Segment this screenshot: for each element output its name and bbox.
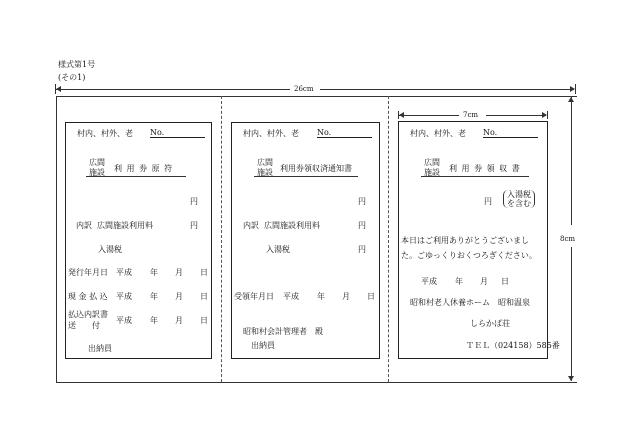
fee-yen: 円	[358, 221, 366, 230]
day-label: 日	[200, 292, 208, 301]
year-label: 年	[150, 292, 158, 301]
title-underline	[254, 176, 358, 177]
cashier-label: 出納員	[88, 344, 112, 353]
month-label: 月	[480, 277, 488, 286]
day-label: 日	[501, 277, 509, 286]
month-label: 月	[175, 292, 183, 301]
year-label: 年	[150, 268, 158, 277]
transfer-label-2: 送 付	[68, 321, 100, 330]
sheet-top-edge	[56, 96, 576, 97]
breakdown-label: 内訳	[243, 221, 259, 230]
title-underline	[86, 176, 186, 177]
lodge-name: しらかば荘	[470, 319, 510, 328]
issue-date-label: 発行年月日	[68, 268, 108, 277]
number-field: No.	[150, 128, 205, 138]
fee-yen: 円	[190, 221, 198, 230]
residency-label: 村内、村外、老	[410, 129, 466, 138]
cashier-label: 出納員	[251, 341, 275, 350]
era-label: 平成	[421, 277, 437, 286]
bath-tax-label: 入湯税	[98, 245, 122, 254]
title-prefix-1: 広間	[257, 158, 273, 167]
thanks-line-1: 本日はご利用ありがとうございまし	[401, 236, 529, 245]
number-field: No.	[317, 128, 372, 138]
notice-title: 利用券領収済通知書	[280, 164, 352, 173]
day-label: 日	[200, 316, 208, 325]
title-prefix-2: 施設	[424, 168, 440, 177]
era-label: 平成	[116, 268, 132, 277]
sheet-left-edge	[56, 96, 57, 382]
year-label: 年	[317, 292, 325, 301]
bath-tax-yen: 円	[358, 245, 366, 254]
title-underline	[421, 176, 529, 177]
day-label: 日	[200, 268, 208, 277]
notice-panel	[231, 122, 380, 359]
title-prefix-1: 広間	[424, 158, 440, 167]
title-prefix-2: 施設	[257, 168, 273, 177]
perforation-line-1	[221, 96, 222, 382]
received-date-label: 受領年月日	[234, 292, 274, 301]
amount-yen: 円	[358, 197, 366, 206]
title-prefix-1: 広間	[89, 158, 105, 167]
manager-label: 昭和村会計管理者 殿	[243, 327, 323, 336]
year-label: 年	[455, 277, 463, 286]
era-label: 平成	[283, 292, 299, 301]
perforation-line-2	[388, 96, 389, 382]
thanks-line-2: た。ごゆっくりおくつろぎください。	[401, 251, 537, 260]
era-label: 平成	[116, 292, 132, 301]
year-label: 年	[150, 316, 158, 325]
fee-label: 広間施設利用料	[97, 221, 153, 230]
month-label: 月	[175, 316, 183, 325]
sheet-bottom-edge	[56, 382, 576, 383]
form-number: 様式第1号	[58, 60, 96, 69]
transfer-label-1: 払込内訳書	[68, 310, 108, 319]
amount-yen: 円	[190, 197, 198, 206]
day-label: 日	[367, 292, 375, 301]
cash-payment-label: 現 金 払 込	[68, 292, 108, 301]
residency-label: 村内、村外、老	[243, 129, 299, 138]
title-prefix-2: 施設	[89, 168, 105, 177]
month-label: 月	[175, 268, 183, 277]
fee-label: 広間施設利用料	[264, 221, 320, 230]
facility-name: 昭和村老人休養ホーム 昭和温泉	[410, 298, 530, 307]
breakdown-label: 内訳	[76, 221, 92, 230]
number-field: No.	[483, 128, 538, 138]
stub-title: 利 用 券 原 符	[114, 164, 174, 173]
telephone: ＴＥＬ（024158）585番	[466, 341, 560, 350]
month-label: 月	[342, 292, 350, 301]
form-subtitle: (その1)	[58, 73, 86, 82]
era-label: 平成	[116, 316, 132, 325]
residency-label: 村内、村外、老	[77, 129, 133, 138]
bath-tax-label: 入湯税	[266, 245, 290, 254]
amount-yen: 円	[484, 197, 492, 206]
tax-included-note: 入湯税 を含む	[503, 190, 535, 208]
receipt-title: 利 用 券 領 収 書	[449, 164, 521, 173]
